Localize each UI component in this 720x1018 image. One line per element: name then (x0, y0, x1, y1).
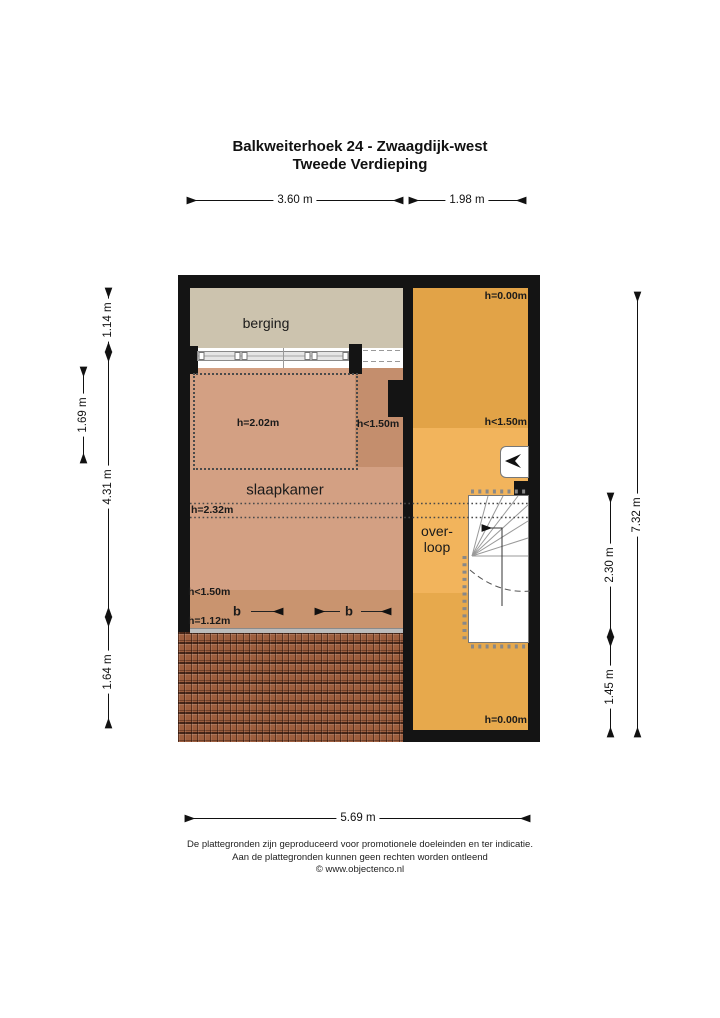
title-address: Balkweiterhoek 24 - Zwaagdijk-west (232, 138, 488, 155)
fan-icon (505, 454, 521, 468)
h-label-000-bottom: h=0.00m (484, 714, 527, 726)
disclaimer-line-2: Aan de plattegronden kunnen geen rechten worden ontleend (232, 851, 488, 863)
label-slaapkamer: slaapkamer (246, 481, 324, 499)
dim-3-60: 3.60 m (273, 194, 316, 206)
dimension-lines (84, 201, 638, 819)
h-label-150-slaapkamer-right: h<1.50m (356, 418, 400, 430)
window-symbol (198, 348, 349, 368)
h-label-000-top: h=0.00m (484, 290, 527, 302)
label-overloop-2: loop (423, 539, 451, 555)
stairs (465, 492, 531, 647)
window-marker-b2: b (345, 603, 353, 619)
h-label-150-overloop: h<1.50m (484, 416, 527, 428)
window-marker-b1: b (233, 603, 241, 619)
dim-1-69: 1.69 m (77, 393, 89, 436)
disclaimer-line-1: De plattegronden zijn geproduceerd voor promotionele doeleinden en ter indicatie. (187, 839, 533, 850)
label-overloop-1: over- (421, 523, 453, 539)
dim-1-14: 1.14 m (102, 298, 114, 341)
h-label-202: h=2.02m (236, 417, 280, 429)
dim-1-45: 1.45 m (604, 665, 616, 708)
h-label-150-slaapkamer-bottom: h<1.50m (188, 586, 231, 598)
dim-7-32: 7.32 m (631, 493, 643, 536)
dim-1-98: 1.98 m (445, 194, 488, 206)
label-berging: berging (242, 315, 290, 331)
dim-5-69: 5.69 m (336, 812, 379, 824)
title-floor: Tweede Verdieping (292, 156, 428, 173)
h-label-232: h=2.32m (191, 504, 234, 516)
dim-1-64: 1.64 m (102, 650, 114, 693)
h-label-112: h=1.12m (188, 615, 231, 627)
dim-2-30: 2.30 m (604, 543, 616, 586)
dim-4-31: 4.31 m (102, 465, 114, 508)
dashed-opening (363, 351, 403, 362)
disclaimer (0, 839, 720, 877)
disclaimer-line-3: © www.objectenco.nl (315, 864, 405, 875)
